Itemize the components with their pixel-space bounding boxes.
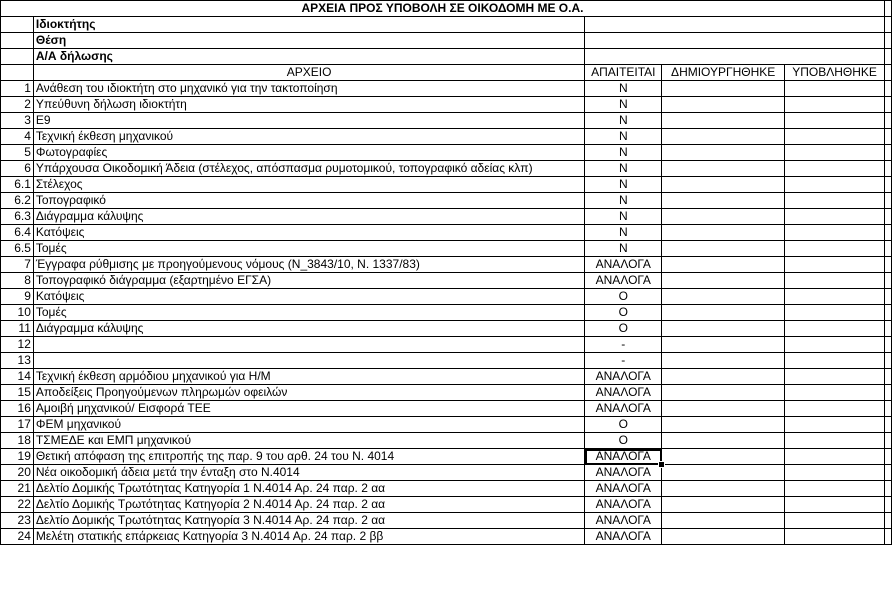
required-cell[interactable]: Ο [585,305,662,321]
header-submitted[interactable]: ΥΠΟΒΛΗΘΗΚΕ [785,65,885,81]
submitted-cell[interactable] [785,145,885,161]
required-cell[interactable]: Ν [585,81,662,97]
submitted-cell[interactable] [785,209,885,225]
row-number-cell[interactable]: 16 [1,401,34,417]
file-name-cell[interactable]: Δελτίο Δομικής Τρωτότητας Κατηγορία 2 Ν.4014 Αρ. 24 παρ. 2 αα [33,497,584,513]
table-row [1,353,892,369]
table-row [1,433,892,449]
table-row [1,481,892,497]
required-cell[interactable]: ΑΝΑΛΟΓΑ [585,273,662,289]
created-cell[interactable] [662,369,785,385]
submitted-cell[interactable] [785,113,885,129]
table-row [1,273,892,289]
required-cell[interactable]: ΑΝΑΛΟΓΑ [585,449,662,465]
created-cell[interactable] [662,433,785,449]
submitted-cell[interactable] [785,449,885,465]
created-cell[interactable] [662,513,785,529]
table-row [1,81,892,97]
info-label-owner[interactable]: Ιδιοκτήτης [33,17,584,33]
empty-cell[interactable] [884,401,891,417]
submitted-cell[interactable] [785,257,885,273]
empty-cell[interactable] [884,225,891,241]
required-cell[interactable]: Ο [585,321,662,337]
file-name-cell[interactable]: Υπεύθυνη δήλωση ιδιοκτήτη [33,97,584,113]
created-cell[interactable] [662,161,785,177]
row-number-cell[interactable]: 6.5 [1,241,34,257]
table-row [1,385,892,401]
submitted-cell[interactable] [785,225,885,241]
info-value-declaration[interactable] [585,49,885,65]
created-cell[interactable] [662,497,785,513]
submitted-cell[interactable] [785,337,885,353]
row-number-cell[interactable]: 23 [1,513,34,529]
submitted-cell[interactable] [785,529,885,545]
row-number-cell[interactable]: 13 [1,353,34,369]
created-cell[interactable] [662,289,785,305]
table-row [1,513,892,529]
file-name-cell[interactable] [33,353,584,369]
created-cell[interactable] [662,81,785,97]
required-cell[interactable]: Ν [585,113,662,129]
file-name-cell[interactable]: Τοπογραφικό διάγραμμα (εξαρτημένο ΕΓΣΑ) [33,273,584,289]
created-cell[interactable] [662,273,785,289]
file-name-cell[interactable]: Τοπογραφικό [33,193,584,209]
row-number-cell[interactable]: 18 [1,433,34,449]
table-row [1,305,892,321]
created-cell[interactable] [662,449,785,465]
row-number-cell[interactable]: 6.3 [1,209,34,225]
created-cell[interactable] [662,401,785,417]
file-name-cell[interactable]: Τομές [33,241,584,257]
title-row [1,1,892,17]
required-cell[interactable]: Ο [585,433,662,449]
required-cell[interactable]: ΑΝΑΛΟΓΑ [585,369,662,385]
empty-cell[interactable] [884,1,891,17]
submitted-cell[interactable] [785,417,885,433]
row-number-cell[interactable]: 3 [1,113,34,129]
row-number-cell[interactable]: 17 [1,417,34,433]
table-row [1,449,892,465]
created-cell[interactable] [662,321,785,337]
created-cell[interactable] [662,465,785,481]
empty-cell[interactable] [884,417,891,433]
submitted-cell[interactable] [785,81,885,97]
empty-cell[interactable] [884,337,891,353]
file-name-cell[interactable]: Κατόψεις [33,225,584,241]
created-cell[interactable] [662,97,785,113]
created-cell[interactable] [662,337,785,353]
row-number-cell[interactable]: 6.1 [1,177,34,193]
table-row [1,129,892,145]
file-name-cell[interactable]: Διάγραμμα κάλυψης [33,209,584,225]
table-row [1,289,892,305]
empty-cell[interactable] [884,81,891,97]
created-cell[interactable] [662,385,785,401]
required-cell[interactable]: ΑΝΑΛΟΓΑ [585,401,662,417]
row-number-cell[interactable]: 9 [1,289,34,305]
row-number-cell[interactable]: 2 [1,97,34,113]
table-row [1,369,892,385]
created-cell[interactable] [662,145,785,161]
submitted-cell[interactable] [785,305,885,321]
required-cell[interactable]: ΑΝΑΛΟΓΑ [585,385,662,401]
file-name-cell[interactable]: Έγγραφα ρύθμισης με προηγούμενους νόμους (Ν_3843/10, Ν. 1337/83) [33,257,584,273]
required-cell[interactable]: ΑΝΑΛΟΓΑ [585,465,662,481]
required-cell[interactable]: Ν [585,241,662,257]
required-cell[interactable]: - [585,337,662,353]
submitted-cell[interactable] [785,385,885,401]
row-number-cell[interactable]: 21 [1,481,34,497]
table-row [1,465,892,481]
file-name-cell[interactable]: Υπάρχουσα Οικοδομική Άδεια (στέλεχος, απόσπασμα ρυμοτομικού, τοπογραφικό αδείας κλπ) [33,161,584,177]
table-row [1,113,892,129]
empty-cell[interactable] [884,97,891,113]
empty-cell[interactable] [884,529,891,545]
empty-cell[interactable] [884,449,891,465]
file-name-cell[interactable]: Νέα οικοδομική άδεια μετά την ένταξη στο Ν.4014 [33,465,584,481]
info-row-owner [1,17,892,33]
header-num-cell[interactable] [1,65,34,81]
info-value-location[interactable] [585,33,885,49]
row-number-cell[interactable]: 24 [1,529,34,545]
empty-cell[interactable] [884,289,891,305]
submitted-cell[interactable] [785,369,885,385]
row-number-cell[interactable]: 19 [1,449,34,465]
row-number-cell[interactable]: 6.4 [1,225,34,241]
table-row [1,321,892,337]
submitted-cell[interactable] [785,401,885,417]
required-cell[interactable]: Ο [585,289,662,305]
empty-cell[interactable] [884,273,891,289]
file-name-cell[interactable]: Φωτογραφίες [33,145,584,161]
empty-cell[interactable] [884,129,891,145]
table-row [1,161,892,177]
submitted-cell[interactable] [785,161,885,177]
info-row-location [1,33,892,49]
empty-cell[interactable] [884,305,891,321]
submitted-cell[interactable] [785,321,885,337]
empty-cell[interactable] [884,369,891,385]
created-cell[interactable] [662,481,785,497]
row-number-cell[interactable]: 22 [1,497,34,513]
row-number-cell[interactable]: 20 [1,465,34,481]
header-created[interactable]: ΔΗΜΙΟΥΡΓΗΘΗΚΕ [662,65,785,81]
sheet-title-cell[interactable]: ΑΡΧΕΙΑ ΠΡΟΣ ΥΠΟΒΟΛΗ ΣΕ ΟΙΚΟΔΟΜΗ ΜΕ Ο.Α. [1,1,885,17]
empty-cell[interactable] [884,257,891,273]
required-cell[interactable]: Ν [585,145,662,161]
empty-cell[interactable] [884,113,891,129]
empty-cell[interactable] [884,145,891,161]
submitted-cell[interactable] [785,97,885,113]
empty-cell[interactable] [884,385,891,401]
file-name-cell[interactable]: Κατόψεις [33,289,584,305]
empty-cell[interactable] [884,465,891,481]
required-cell[interactable]: Ν [585,225,662,241]
required-cell[interactable]: Ν [585,161,662,177]
required-cell[interactable]: Ν [585,193,662,209]
file-name-cell[interactable]: Τεχνική έκθεση αρμόδιου μηχανικού για Η/Μ [33,369,584,385]
created-cell[interactable] [662,209,785,225]
grid-body [1,1,892,545]
file-name-cell[interactable]: Τομές [33,305,584,321]
empty-cell[interactable] [884,513,891,529]
table-row [1,145,892,161]
submitted-cell[interactable] [785,273,885,289]
info-value-owner[interactable] [585,17,885,33]
submitted-cell[interactable] [785,289,885,305]
created-cell[interactable] [662,529,785,545]
created-cell[interactable] [662,257,785,273]
required-cell[interactable]: ΑΝΑΛΟΓΑ [585,257,662,273]
table-row [1,193,892,209]
row-number-cell[interactable]: 4 [1,129,34,145]
table-row [1,417,892,433]
empty-cell[interactable] [884,33,891,49]
file-name-cell[interactable]: Θετική απόφαση της επιτροπής της παρ. 9 του αρθ. 24 του Ν. 4014 [33,449,584,465]
empty-cell[interactable] [884,353,891,369]
created-cell[interactable] [662,129,785,145]
required-cell[interactable]: Ν [585,97,662,113]
table-row [1,209,892,225]
empty-cell[interactable] [884,17,891,33]
created-cell[interactable] [662,193,785,209]
created-cell[interactable] [662,241,785,257]
file-name-cell[interactable]: ΤΣΜΕΔΕ και ΕΜΠ μηχανικού [33,433,584,449]
table-row [1,97,892,113]
table-row [1,497,892,513]
created-cell[interactable] [662,177,785,193]
row-number-cell[interactable]: 8 [1,273,34,289]
required-cell[interactable]: ΑΝΑΛΟΓΑ [585,529,662,545]
submitted-cell[interactable] [785,433,885,449]
row-number-cell[interactable]: 15 [1,385,34,401]
submitted-cell[interactable] [785,465,885,481]
table-row [1,241,892,257]
file-name-cell[interactable]: Δελτίο Δομικής Τρωτότητας Κατηγορία 3 Ν.4014 Αρ. 24 παρ. 2 αα [33,513,584,529]
header-required[interactable]: ΑΠΑΙΤΕΙΤΑΙ [585,65,662,81]
required-cell[interactable]: Ν [585,177,662,193]
file-name-cell[interactable]: Αποδείξεις Προηγούμενων πληρωμών οφειλών [33,385,584,401]
submitted-cell[interactable] [785,129,885,145]
table-row [1,177,892,193]
required-cell[interactable]: Ν [585,129,662,145]
empty-cell[interactable] [884,49,891,65]
created-cell[interactable] [662,225,785,241]
file-name-cell[interactable] [33,337,584,353]
empty-cell[interactable] [884,433,891,449]
row-number-cell[interactable]: 12 [1,337,34,353]
empty-cell[interactable] [884,497,891,513]
table-row [1,529,892,545]
submitted-cell[interactable] [785,481,885,497]
table-row [1,337,892,353]
table-row [1,401,892,417]
table-row [1,257,892,273]
file-name-cell[interactable]: Ανάθεση του ιδιοκτήτη στο μηχανικό για την τακτοποίηση [33,81,584,97]
created-cell[interactable] [662,353,785,369]
file-name-cell[interactable]: Μελέτη στατικής επάρκειας Κατηγορία 3 Ν.4014 Αρ. 24 παρ. 2 ββ [33,529,584,545]
required-cell[interactable]: ΑΝΑΛΟΓΑ [585,481,662,497]
empty-cell[interactable] [884,481,891,497]
row-number-cell[interactable]: 6.2 [1,193,34,209]
file-name-cell[interactable]: Στέλεχος [33,177,584,193]
submitted-cell[interactable] [785,193,885,209]
submitted-cell[interactable] [785,353,885,369]
info-row-declaration [1,49,892,65]
created-cell[interactable] [662,417,785,433]
table-row [1,225,892,241]
file-name-cell[interactable]: ΦΕΜ μηχανικού [33,417,584,433]
header-row [1,65,892,81]
file-name-cell[interactable]: Αμοιβή μηχανικού/ Εισφορά ΤΕΕ [33,401,584,417]
row-number-cell[interactable]: 10 [1,305,34,321]
empty-cell[interactable] [884,177,891,193]
file-name-cell[interactable]: Διάγραμμα κάλυψης [33,321,584,337]
fill-handle[interactable] [658,461,665,468]
required-cell[interactable]: - [585,353,662,369]
empty-cell[interactable] [1,33,34,49]
header-file[interactable]: ΑΡΧΕΙΟ [33,65,584,81]
empty-cell[interactable] [1,49,34,65]
file-name-cell[interactable]: Τεχνική έκθεση μηχανικού [33,129,584,145]
row-number-cell[interactable]: 5 [1,145,34,161]
empty-cell[interactable] [884,193,891,209]
required-cell[interactable]: ΑΝΑΛΟΓΑ [585,497,662,513]
info-label-location[interactable]: Θέση [33,33,584,49]
row-number-cell[interactable]: 1 [1,81,34,97]
empty-cell[interactable] [1,17,34,33]
empty-cell[interactable] [884,65,891,81]
created-cell[interactable] [662,113,785,129]
required-cell[interactable]: ΑΝΑΛΟΓΑ [585,513,662,529]
empty-cell[interactable] [884,321,891,337]
submitted-cell[interactable] [785,177,885,193]
required-cell[interactable]: Ν [585,209,662,225]
submitted-cell[interactable] [785,497,885,513]
submitted-cell[interactable] [785,513,885,529]
file-name-cell[interactable]: Δελτίο Δομικής Τρωτότητας Κατηγορία 1 Ν.4014 Αρ. 24 παρ. 2 αα [33,481,584,497]
empty-cell[interactable] [884,209,891,225]
row-number-cell[interactable]: 7 [1,257,34,273]
row-number-cell[interactable]: 14 [1,369,34,385]
empty-cell[interactable] [884,161,891,177]
empty-cell[interactable] [884,241,891,257]
file-name-cell[interactable]: Ε9 [33,113,584,129]
row-number-cell[interactable]: 11 [1,321,34,337]
created-cell[interactable] [662,305,785,321]
row-number-cell[interactable]: 6 [1,161,34,177]
submitted-cell[interactable] [785,241,885,257]
info-label-declaration[interactable]: Α/Α δήλωσης [33,49,584,65]
required-cell[interactable]: Ο [585,417,662,433]
